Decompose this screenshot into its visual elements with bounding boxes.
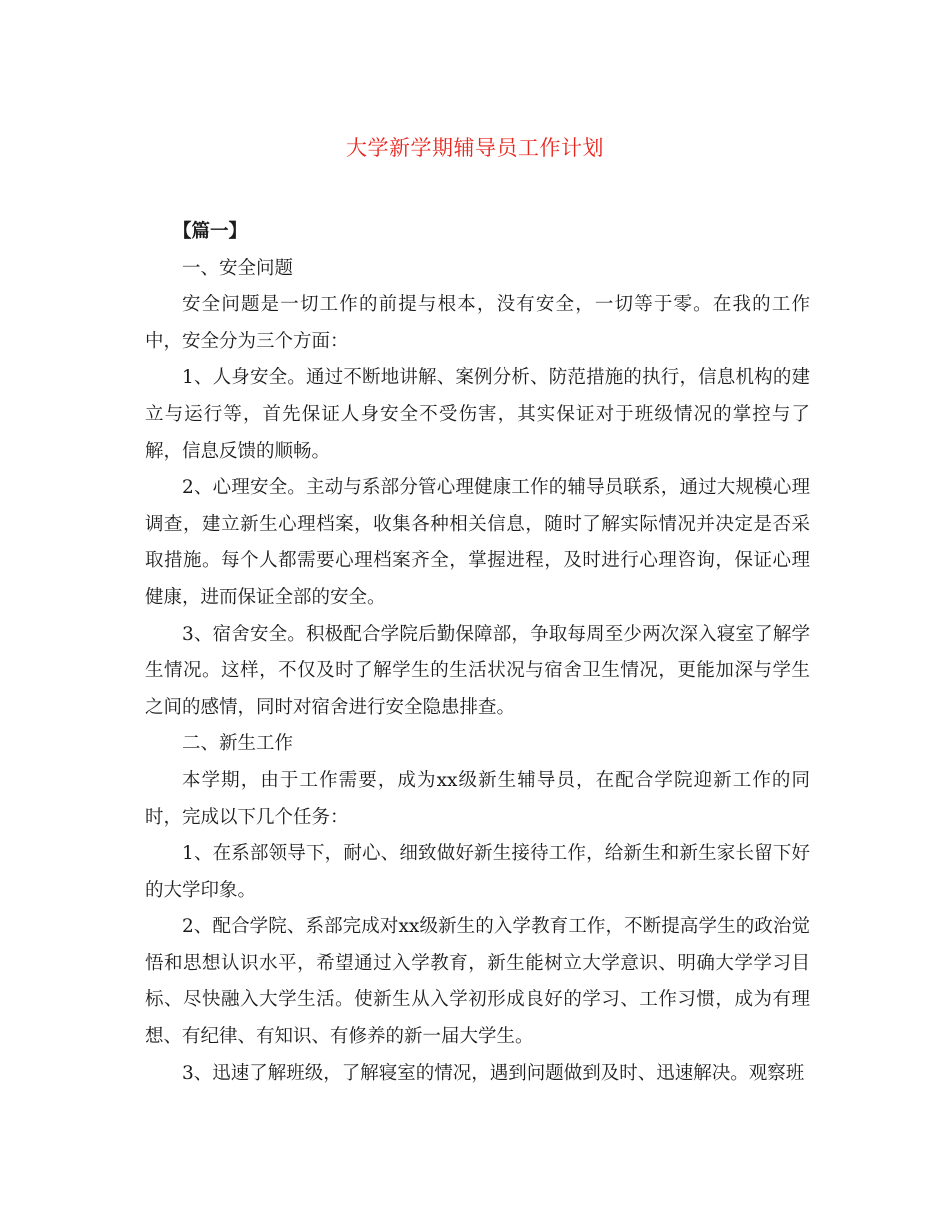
document-title: 大学新学期辅导员工作计划 bbox=[346, 136, 604, 160]
paragraph: 3、迅速了解班级，了解寝室的情况，遇到问题做到及时、迅速解决。观察班 bbox=[182, 1062, 805, 1084]
section-heading: 一、安全问题 bbox=[182, 257, 294, 279]
document-body bbox=[145, 214, 810, 1092]
paragraph: 2、配合学院、系部完成对xx级新生的入学教育工作，不断提高学生的政治觉悟和思想认识水平，希望通过入学教育，新生能树立大学意识、明确大学学习目标、尽快融入大学生活。使新生从入学初形成良好的学习、工作习惯，成为有理想、有纪律、有知识、有修养的新一届大学生。 bbox=[145, 916, 810, 1048]
section-heading: 二、新生工作 bbox=[182, 733, 294, 755]
paragraph: 1、在系部领导下，耐心、细致做好新生接待工作，给新生和新生家长留下好的大学印象。 bbox=[145, 843, 810, 901]
paragraph: 2、心理安全。主动与系部分管心理健康工作的辅导员联系，通过大规模心理调查，建立新生心理档案，收集各种相关信息，随时了解实际情况并决定是否采取措施。每个人都需要心理档案齐全，掌握进程，及时进行心理咨询，保证心理健康，进而保证全部的安全。 bbox=[145, 477, 810, 608]
paragraph: 安全问题是一切工作的前提与根本，没有安全，一切等于零。在我的工作中，安全分为三个方面： bbox=[145, 294, 810, 352]
paragraph: 本学期，由于工作需要，成为xx级新生辅导员，在配合学院迎新工作的同时，完成以下几个任务： bbox=[145, 769, 810, 828]
paragraph: 1、人身安全。通过不断地讲解、案例分析、防范措施的执行，信息机构的建立与运行等，首先保证人身安全不受伤害，其实保证对于班级情况的掌控与了解，信息反馈的顺畅。 bbox=[145, 367, 810, 462]
section-tag: 【篇一】 bbox=[173, 221, 248, 242]
paragraph: 3、宿舍安全。积极配合学院后勤保障部，争取每周至少两次深入寝室了解学生情况。这样，不仅及时了解学生的生活状况与宿舍卫生情况，更能加深与学生之间的感情，同时对宿舍进行安全隐患排查。 bbox=[145, 623, 810, 718]
